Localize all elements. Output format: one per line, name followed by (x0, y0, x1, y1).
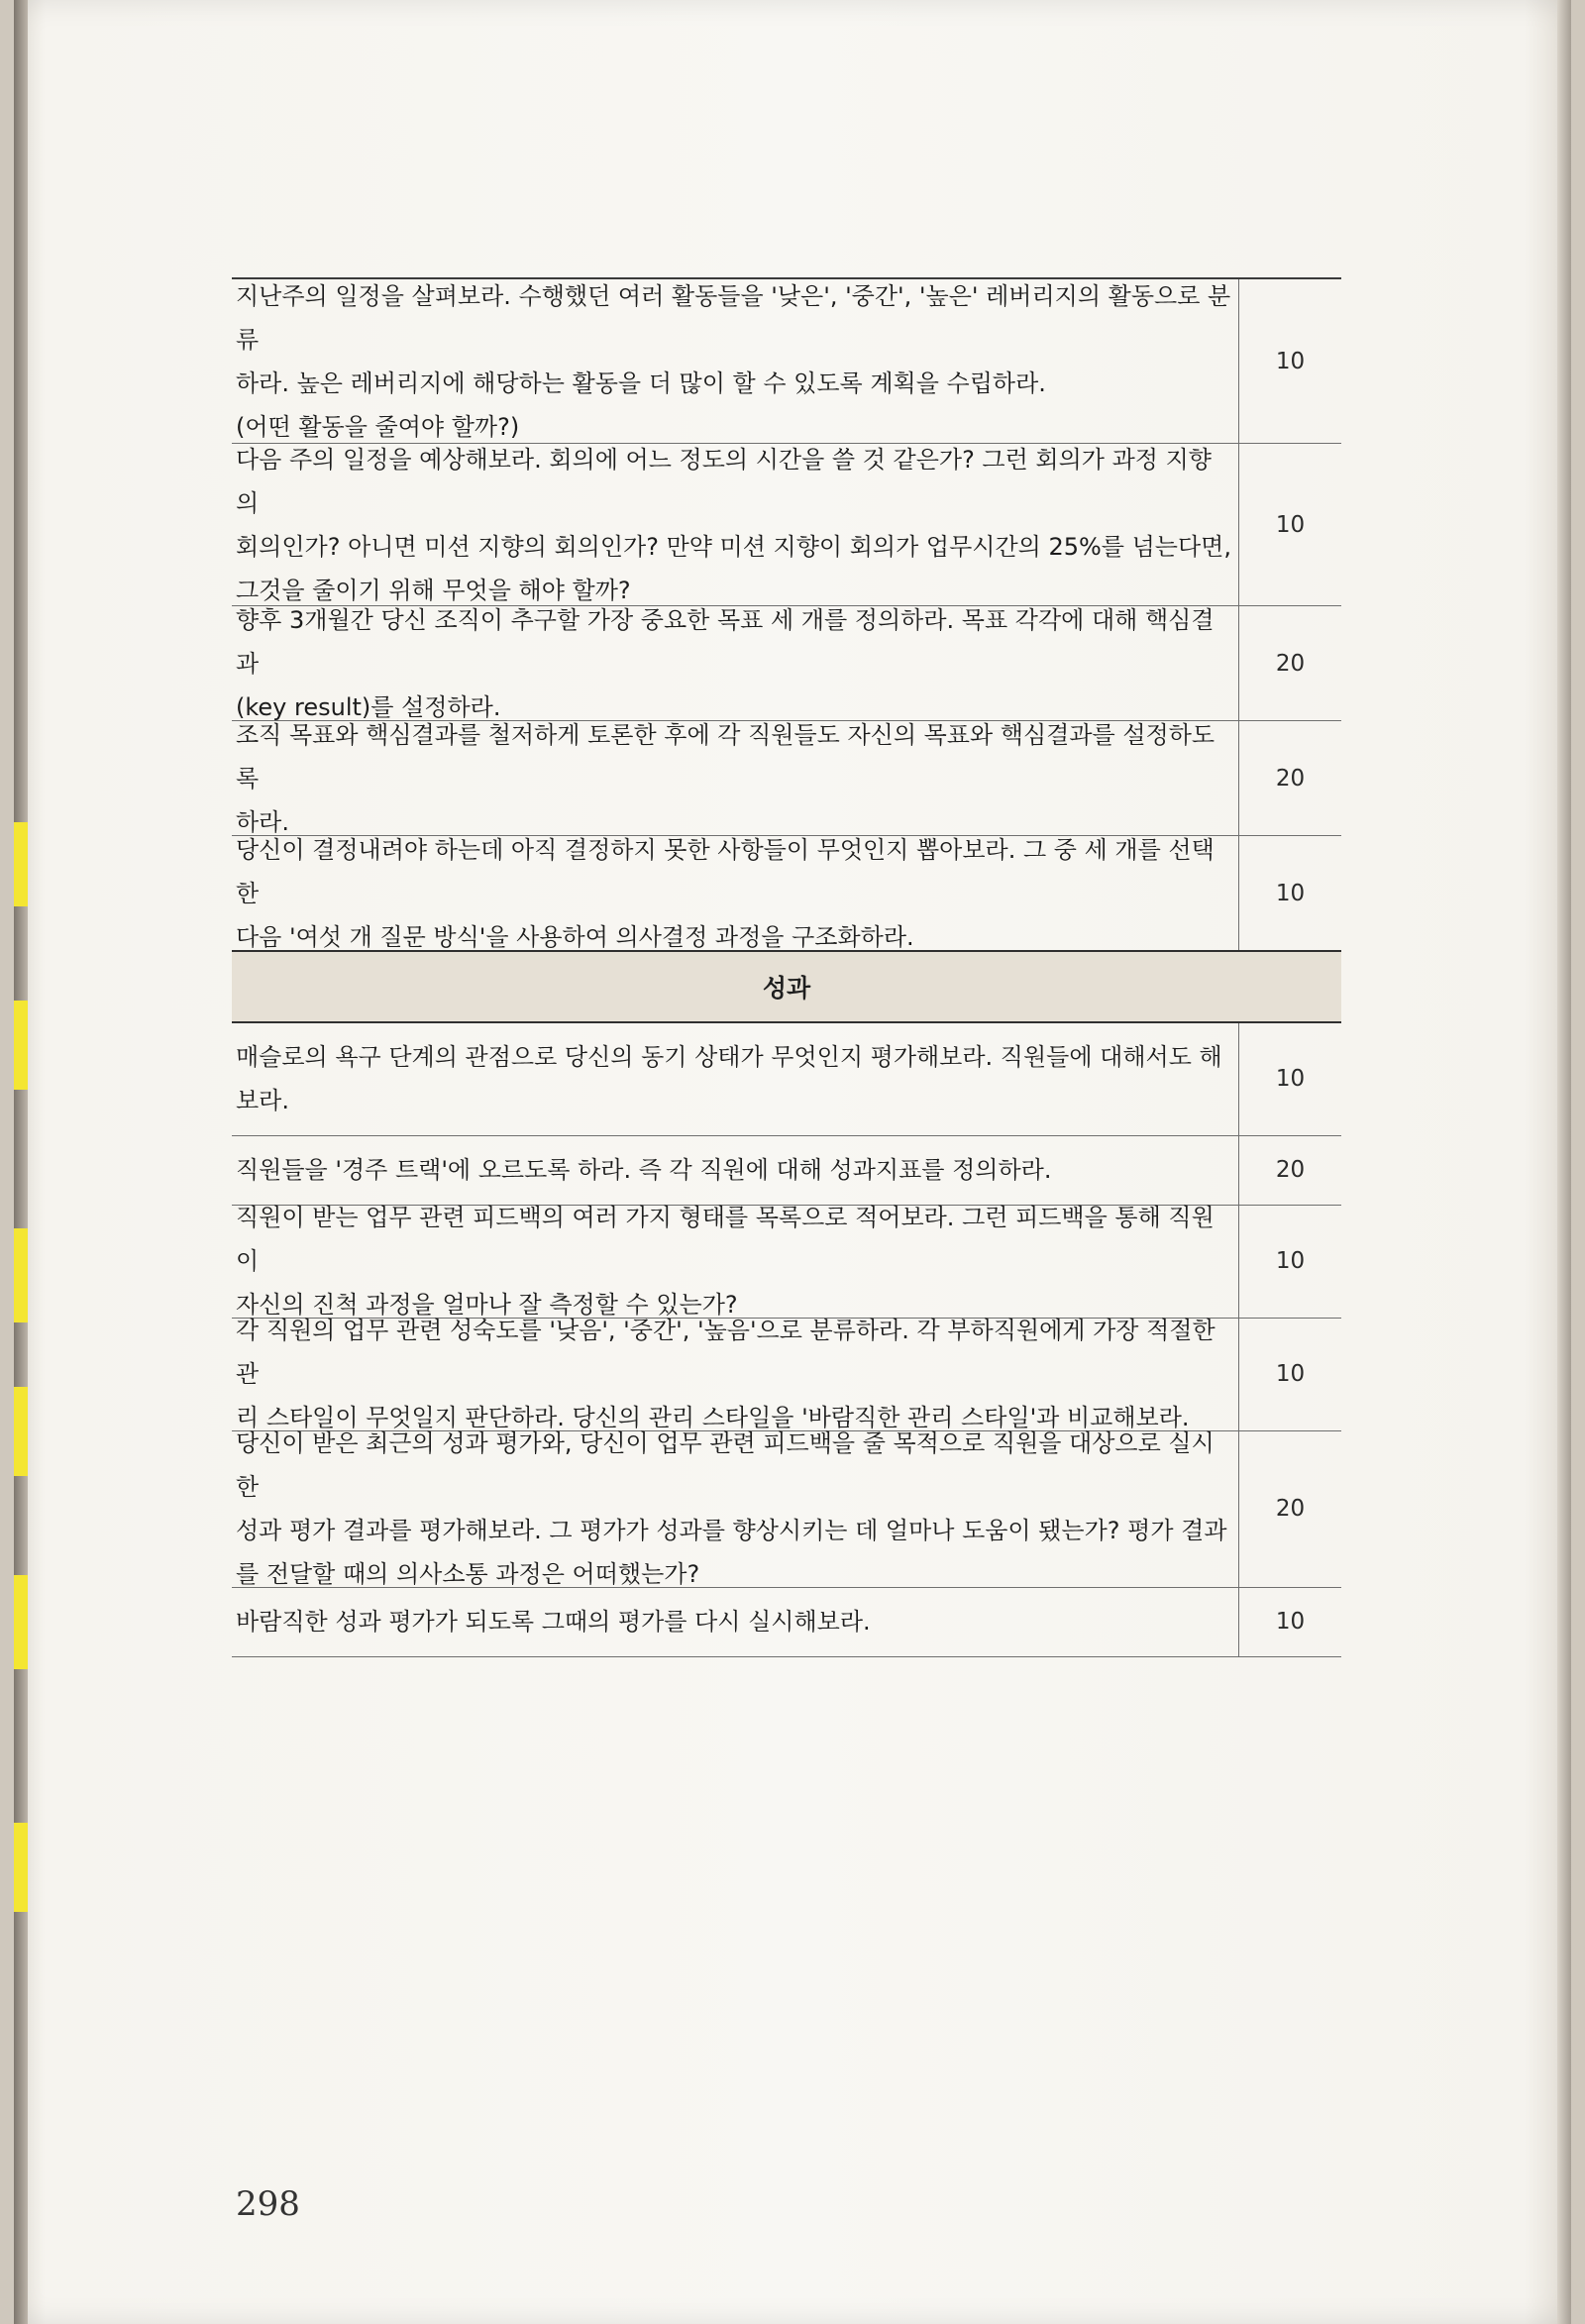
task-text (232, 1588, 1239, 1656)
task-line: 지난주의 일정을 살펴보라. 수행했던 여러 활동들을 '낮은', '중간', '높은' 레버리지의 활동으로 분류 (236, 281, 1231, 354)
sticky-tab (14, 1001, 28, 1090)
task-score: 10 (1275, 1248, 1306, 1274)
task-line: 매슬로의 욕구 단계의 관점으로 당신의 동기 상태가 무엇인지 평가해보라. 직원들에 대해서도 해 (236, 1043, 1222, 1071)
book-page (14, 0, 1571, 2324)
table-row (232, 1206, 1341, 1319)
task-line: 성과 평가 결과를 평가해보라. 그 평가가 성과를 향상시키는 데 얼마나 도움이 됐는가? 평가 결과 (236, 1517, 1227, 1544)
page-number: 298 (236, 2184, 300, 2224)
sticky-tab (14, 1387, 28, 1476)
task-line: 하라. (236, 807, 289, 836)
table-row (232, 1136, 1341, 1206)
task-score: 20 (1275, 765, 1306, 792)
task-line: 당신이 받은 최근의 성과 평가와, 당신이 업무 관련 피드백을 줄 목적으로 직원을 대상으로 실시한 (236, 1429, 1215, 1501)
task-score: 10 (1275, 1066, 1306, 1092)
task-line: 보라. (236, 1087, 289, 1114)
task-line: 각 직원의 업무 관련 성숙도를 '낮음', '중간', '높음'으로 분류하라. 각 부하직원에게 가장 적절한 관 (236, 1317, 1215, 1388)
task-line: 리 스타일이 무엇일지 판단하라. 당신의 관리 스타일을 '바람직한 관리 스타일'과 비교해보라. (236, 1404, 1190, 1431)
task-line: 하라. 높은 레버리지에 해당하는 활동을 더 많이 할 수 있도록 계획을 수립하라. (236, 369, 1046, 397)
task-text (232, 279, 1239, 443)
page-spine-shadow (14, 0, 28, 2324)
task-line: (key result)를 설정하라. (236, 692, 501, 721)
sticky-tab (14, 822, 28, 906)
task-text (232, 1136, 1239, 1205)
task-line: 당신이 결정내려야 하는데 아직 결정하지 못한 사항들이 무엇인지 뽑아보라. 그 중 세 개를 선택한 (236, 835, 1215, 907)
task-text (232, 606, 1239, 720)
task-score: 20 (1275, 1157, 1306, 1183)
task-text (232, 1206, 1239, 1318)
exercise-table (232, 277, 1341, 1657)
task-line: 직원들을 '경주 트랙'에 오르도록 하라. 즉 각 직원에 대해 성과지표를 정의하라. (236, 1156, 1052, 1184)
task-line: 조직 목표와 핵심결과를 철저하게 토론한 후에 각 직원들도 자신의 목표와 핵심결과를 설정하도록 (236, 720, 1215, 792)
sticky-tab (14, 1823, 28, 1912)
task-line: (어떤 활동을 줄여야 할까?) (236, 412, 520, 441)
task-text (232, 721, 1239, 835)
task-text (232, 1431, 1239, 1587)
task-score: 20 (1275, 1496, 1306, 1522)
task-line: 다음 주의 일정을 예상해보라. 회의에 어느 정도의 시간을 쓸 것 같은가? 그런 회의가 과정 지향의 (236, 445, 1212, 517)
table-row (232, 721, 1341, 836)
task-line: 회의인가? 아니면 미션 지향의 회의인가? 만약 미션 지향이 회의가 업무시간의 25%를 넘는다면, (236, 532, 1231, 561)
task-score: 10 (1275, 511, 1306, 538)
task-line: 다음 '여섯 개 질문 방식'을 사용하여 의사결정 과정을 구조화하라. (236, 922, 914, 951)
task-line: 바람직한 성과 평가가 되도록 그때의 평가를 다시 실시해보라. (236, 1608, 871, 1636)
table-row (232, 279, 1341, 444)
sticky-tab (14, 1228, 28, 1322)
table-row (232, 1431, 1341, 1588)
table-row (232, 1588, 1341, 1657)
section-header: 성과 (232, 950, 1341, 1023)
task-line: 자신의 진척 과정을 얼마나 잘 측정할 수 있는가? (236, 1291, 738, 1319)
sticky-tab (14, 1575, 28, 1669)
task-line: 그것을 줄이기 위해 무엇을 해야 할까? (236, 576, 631, 604)
task-score: 20 (1275, 650, 1306, 677)
task-text (232, 836, 1239, 950)
task-score: 10 (1275, 348, 1306, 374)
table-row (232, 1023, 1341, 1136)
task-score: 10 (1275, 1609, 1306, 1635)
table-row (232, 836, 1341, 951)
task-line: 직원이 받는 업무 관련 피드백의 여러 가지 형태를 목록으로 적어보라. 그런 피드백을 통해 직원이 (236, 1204, 1215, 1275)
task-line: 를 전달할 때의 의사소통 과정은 어떠했는가? (236, 1560, 700, 1588)
task-text (232, 444, 1239, 605)
table-row (232, 1319, 1341, 1431)
task-text (232, 1319, 1239, 1430)
task-text (232, 1023, 1239, 1135)
task-score: 10 (1275, 880, 1306, 906)
task-score: 10 (1275, 1361, 1306, 1387)
table-row (232, 606, 1341, 721)
page-right-edge (1557, 0, 1571, 2324)
table-row (232, 444, 1341, 606)
task-line: 향후 3개월간 당신 조직이 추구할 가장 중요한 목표 세 개를 정의하라. 목표 각각에 대해 핵심결과 (236, 605, 1215, 678)
